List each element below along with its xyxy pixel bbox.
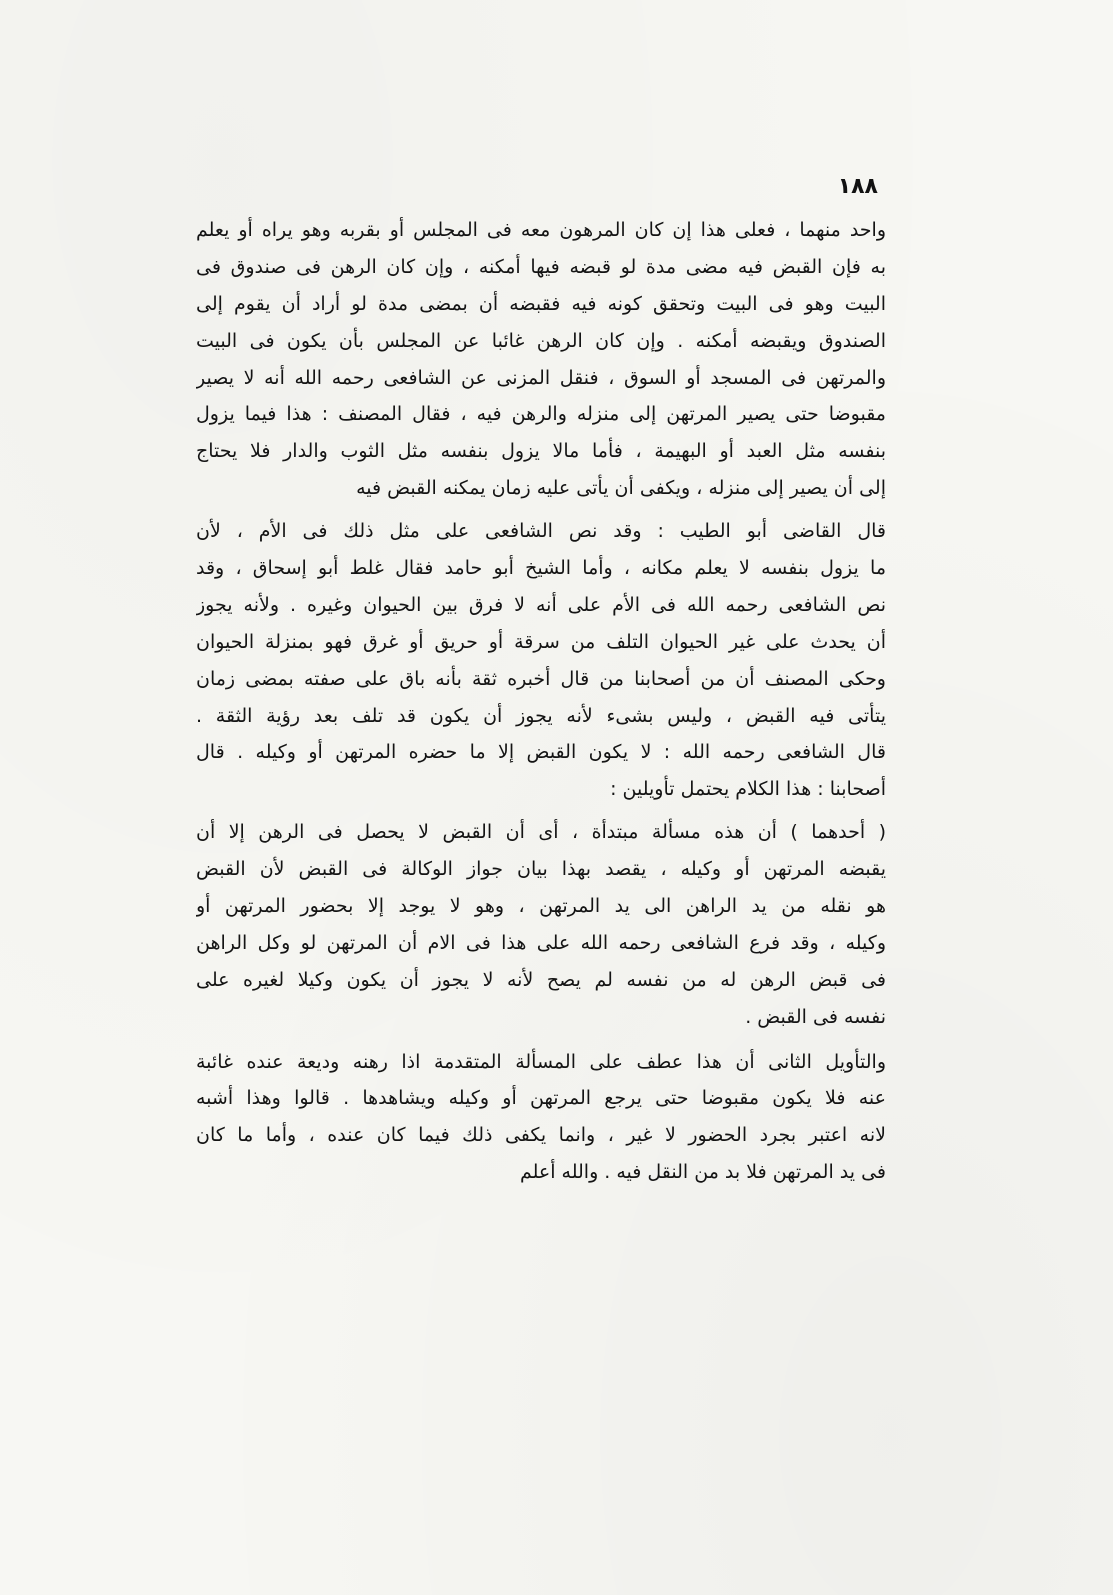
text-line: الصندوق ويقبضه أمكنه . وإن كان الرهن غائبا عن المجلس بأن يكون فى البيت xyxy=(196,329,886,352)
text-line: والمرتهن فى المسجد أو السوق ، فنقل المزنى عن الشافعى رحمه الله أنه لا يصير xyxy=(196,366,886,389)
text-line: واحد منهما ، فعلى هذا إن كان المرهون معه فى المجلس أو بقربه وهو يراه أو يعلم xyxy=(196,219,886,241)
text-line: أن يحدث على غير الحيوان التلف من سرقة أو حريق أو غرق فهو بمنزلة الحيوان xyxy=(196,630,886,653)
text-line: إلى أن يصير إلى منزله ، ويكفى أن يأتى عليه زمان يمكنه القبض فيه xyxy=(356,477,886,500)
text-line: وحكى المصنف أن من أصحابنا من قال أخبره ثقة بأنه باق على صفته بمضى زمان xyxy=(196,667,886,690)
body-text xyxy=(196,212,886,1191)
paragraph xyxy=(196,814,886,1035)
text-line: هو نقله من يد الراهن الى يد المرتهن ، وهو لا يوجد إلا بحضور المرتهن أو xyxy=(196,895,886,918)
text-line: به فإن القبض فيه مضى مدة لو قبضه فيها أمكنه ، وإن كان الرهن فى صندوق فى xyxy=(196,255,886,278)
paragraph xyxy=(196,513,886,808)
text-line: يتأتى فيه القبض ، وليس بشىء لأنه يجوز أن يكون قد تلف بعد رؤية الثقة . xyxy=(196,704,886,727)
text-line: عنه فلا يكون مقبوضا حتى يرجع المرتهن أو وكيله ويشاهدها . قالوا وهذا أشبه xyxy=(196,1087,886,1110)
text-line: بنفسه مثل العبد أو البهيمة ، فأما مالا يزول بنفسه مثل الثوب والدار فلا يحتاج xyxy=(196,440,886,463)
text-line: ما يزول بنفسه لا يعلم مكانه ، وأما الشيخ أبو حامد فقال غلط أبو إسحاق ، وقد xyxy=(196,557,886,580)
text-line: فى قبض الرهن له من نفسه لم يصح لأنه لا يجوز أن يكون وكيلا لغيره على xyxy=(196,968,886,991)
text-line: والتأويل الثانى أن هذا عطف على المسألة المتقدمة اذا رهنه وديعة عنده غائبة xyxy=(196,1050,886,1073)
text-line: البيت وهو فى البيت وتحقق كونه فيه فقبضه أن بمضى مدة لو أراد أن يقوم إلى xyxy=(196,292,886,315)
page-number: ١٨٨ xyxy=(837,174,878,199)
text-line: ( أحدهما ) أن هذه مسألة مبتدأة ، أى أن القبض لا يحصل فى الرهن إلا أن xyxy=(196,821,886,844)
paragraph xyxy=(196,212,886,507)
text-line: قال الشافعى رحمه الله : لا يكون القبض إلا ما حضره المرتهن أو وكيله . قال xyxy=(196,741,886,764)
text-line: وكيله ، وقد فرع الشافعى رحمه الله على هذا فى الام أن المرتهن لو وكل الراهن xyxy=(196,931,886,954)
text-line: قال القاضى أبو الطيب : وقد نص الشافعى على مثل ذلك فى الأم ، لأن xyxy=(196,520,886,543)
text-line: فى يد المرتهن فلا بد من النقل فيه . والله أعلم xyxy=(519,1161,886,1184)
text-line: لانه اعتبر بجرد الحضور لا غير ، وانما يكفى ذلك فيما كان عنده ، وأما ما كان xyxy=(196,1124,886,1147)
text-line: نفسه فى القبض . xyxy=(745,1005,886,1028)
text-line: مقبوضا حتى يصير المرتهن إلى منزله والرهن فيه ، فقال المصنف : هذا فيما يزول xyxy=(196,403,886,426)
paragraph xyxy=(196,1044,886,1192)
text-line: نص الشافعى رحمه الله فى الأم على أنه لا فرق بين الحيوان وغيره . ولأنه يجوز xyxy=(196,593,886,616)
text-line: أصحابنا : هذا الكلام يحتمل تأويلين : xyxy=(610,778,886,801)
text-line: يقبضه المرتهن أو وكيله ، يقصد بهذا بيان جواز الوكالة فى القبض لأن القبض xyxy=(196,858,886,881)
